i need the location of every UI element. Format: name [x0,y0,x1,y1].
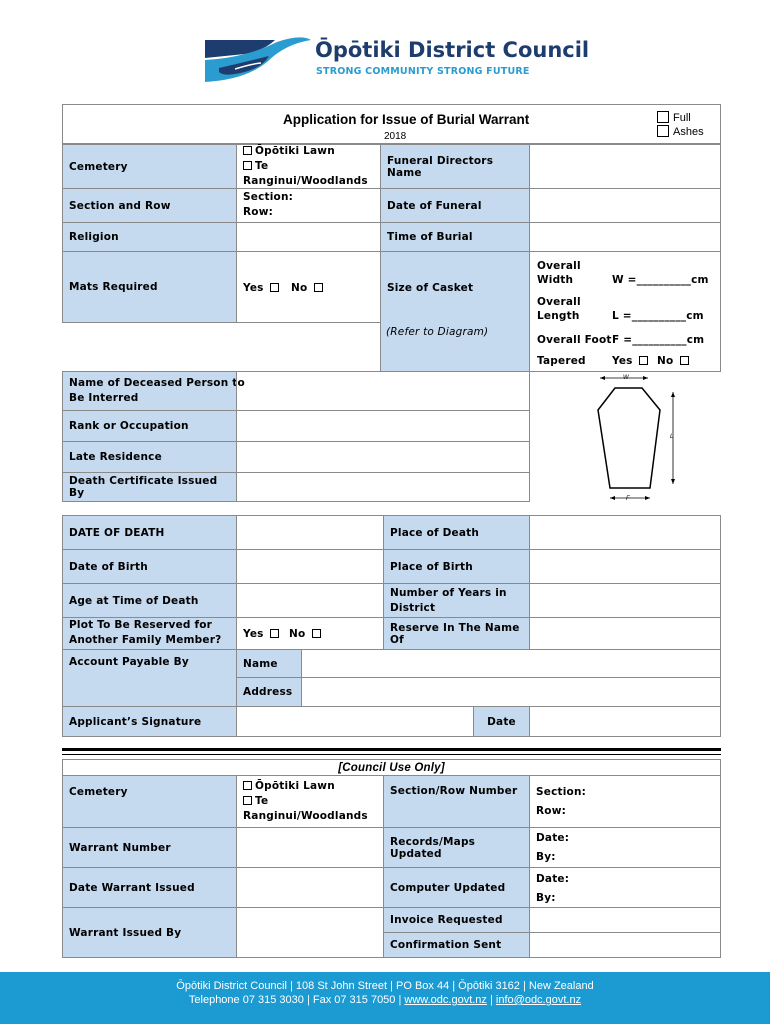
overall-length-b: Length [537,310,580,322]
separator-thin [62,754,721,755]
place-death-label: Place of Death [383,515,530,550]
section-text: Section: [243,191,294,203]
address-label: Address [236,677,302,707]
years-district-a: Number of Years in [390,587,507,599]
signature-label: Applicant’s Signature [62,706,237,737]
time-burial-label: Time of Burial [380,222,530,252]
date-issued-label: Date Warrant Issued [62,867,237,908]
council-opt2-text: Te [255,795,269,807]
overall-width-b: Width [537,274,574,286]
deceased-field[interactable] [236,371,530,411]
reserve-name-label: Reserve In The Name Of [383,617,530,650]
footer-contact [0,993,770,1007]
place-birth-label: Place of Birth [383,549,530,584]
form-title: Application for Issue of Burial Warrant [283,112,530,127]
diagram-w-label: W [623,375,629,381]
overall-foot: Overall Foot [537,334,612,346]
footer [0,972,770,1024]
plot-label-b: Another Family Member? [69,634,222,646]
plot-label-a: Plot To Be Reserved for [69,619,213,631]
account-label: Account Payable By [62,649,237,707]
religion-field[interactable] [236,222,381,252]
computer-by-text: By: [536,892,556,904]
council-section-text: Section: [536,786,587,798]
tapered-no-label: No [657,355,674,367]
footer-email-link[interactable]: info@odc.govt.nz [495,994,582,1006]
deceased-label-a: Name of Deceased Person to [69,377,245,389]
width-field[interactable]: W =__________cm [612,274,709,286]
checkbox-tapered-no[interactable] [680,356,689,365]
cemetery-opt1-text: Ōpōtiki Lawn [255,145,335,157]
funeral-directors-label: Funeral Directors Name [380,144,530,189]
dob-label: Date of Birth [62,549,237,584]
date-funeral-label: Date of Funeral [380,188,530,223]
checkbox-te[interactable] [243,161,252,170]
checkbox-plot-yes[interactable] [270,629,279,638]
death-cert-label: Death Certificate Issued By [62,472,237,502]
age-label: Age at Time of Death [62,583,237,618]
casket-label: Size of Casket [387,282,474,294]
section-row-number-label: Section/Row Number [383,775,530,828]
length-field[interactable]: L =__________cm [612,310,704,322]
cemetery-label: Cemetery [62,144,237,189]
council-opt1-text: Ōpōtiki Lawn [255,780,335,792]
records-date-text: Date: [536,832,570,844]
cemetery-option-te[interactable] [243,159,268,174]
date-death-label: DATE OF DEATH [62,515,237,550]
age-field[interactable] [236,583,384,618]
plot-no-label: No [289,628,306,640]
casket-diagram [580,372,690,504]
council-cemetery-te-b: Ranginui/Woodlands [243,810,368,822]
account-name-field[interactable] [301,649,721,678]
checkbox-ashes[interactable] [657,125,669,137]
reserve-name-field[interactable] [529,617,721,650]
years-district-b: District [390,602,436,614]
overall-length-a: Overall [537,296,581,308]
footer-separator: | [486,994,496,1006]
option-ashes-label: Ashes [673,126,704,138]
council-logo [205,36,590,84]
rank-field[interactable] [236,410,530,442]
blank-spacer [62,322,381,372]
dob-field[interactable] [236,549,384,584]
mats-yes-label: Yes [243,282,264,294]
date-funeral-field[interactable] [529,188,721,223]
warrant-number-label: Warrant Number [62,827,237,868]
tapered-yes-label: Yes [612,355,633,367]
foot-field[interactable]: F =__________cm [612,334,705,346]
name-label: Name [236,649,302,678]
checkbox-mats-yes[interactable] [270,283,279,292]
checkbox-lawn[interactable] [243,146,252,155]
tapered-yes[interactable] [612,355,651,367]
org-tagline: STRONG COMMUNITY STRONG FUTURE [316,66,530,77]
records-by-text: By: [536,851,556,863]
deceased-label-b: Be Interred [69,392,139,404]
cemetery-option-lawn[interactable] [243,144,335,159]
place-birth-field[interactable] [529,549,721,584]
mats-no[interactable] [291,282,326,294]
place-death-field[interactable] [529,515,721,550]
signature-field[interactable] [236,706,474,737]
casket-label-cell [380,251,530,372]
checkbox-council-lawn[interactable] [243,781,252,790]
option-ashes[interactable] [657,125,704,138]
account-address-field[interactable] [301,677,721,707]
issued-by-field[interactable] [236,907,384,958]
warrant-number-field[interactable] [236,827,384,868]
footer-website-link[interactable]: www.odc.govt.nz [404,994,487,1006]
records-label: Records/Maps Updated [383,827,530,868]
footer-phone: Telephone 07 315 3030 | Fax 07 315 7050 | [188,994,405,1006]
plot-no[interactable] [289,628,324,640]
council-use-heading: [Council Use Only] [62,759,721,776]
refer-diagram: (Refer to Diagram) [386,326,489,338]
checkbox-council-te[interactable] [243,796,252,805]
council-cemetery-te[interactable] [243,794,268,809]
invoice-label: Invoice Requested [383,907,530,933]
diagram-f-label: F [626,496,630,502]
date-issued-field[interactable] [236,867,384,908]
checkbox-tapered-yes[interactable] [639,356,648,365]
footer-address: Ōpōtiki District Council | 108 St John Street | PO Box 44 | Ōpōtiki 3162 | New Zealand [176,980,594,992]
row-text: Row: [243,206,273,218]
date-death-field[interactable] [236,515,384,550]
rank-label: Rank or Occupation [62,410,237,442]
council-row-text: Row: [536,805,566,817]
plot-yes-label: Yes [243,628,264,640]
section-row-label: Section and Row [62,188,237,223]
issued-by-label: Warrant Issued By [62,907,237,958]
org-name: Ōpōtiki District Council [315,38,590,62]
years-district-field[interactable] [529,583,721,618]
tapered-no[interactable] [657,355,692,367]
plot-yes[interactable] [243,628,282,640]
council-cemetery-lawn[interactable] [243,779,335,794]
religion-label: Religion [62,222,237,252]
cemetery-opt2-text: Te [255,160,269,172]
residence-field[interactable] [236,441,530,473]
checkbox-full[interactable] [657,111,669,123]
logo-wave-icon [205,36,313,84]
form-year: 2018 [384,131,407,142]
separator-thick [62,748,721,751]
section-row-number-field[interactable] [529,775,721,828]
option-full-label: Full [673,112,691,124]
mats-no-label: No [291,282,308,294]
tapered-label: Tapered [537,355,586,367]
overall-width-a: Overall [537,260,581,272]
confirmation-label: Confirmation Sent [383,932,530,958]
death-cert-field[interactable] [236,472,530,502]
invoice-field[interactable] [529,907,721,933]
council-cemetery-label: Cemetery [62,775,237,828]
checkbox-plot-no[interactable] [312,629,321,638]
date-label: Date [473,706,530,737]
residence-label: Late Residence [62,441,237,473]
option-full[interactable] [657,111,691,124]
diagram-l-label: L [670,434,674,440]
time-burial-field[interactable] [529,222,721,252]
mats-yes[interactable] [243,282,282,294]
cemetery-option-te-b: Ranginui/Woodlands [243,175,368,187]
computer-label: Computer Updated [383,867,530,908]
signature-date-field[interactable] [529,706,721,737]
funeral-directors-field[interactable] [529,144,721,189]
mats-label: Mats Required [62,251,237,323]
checkbox-mats-no[interactable] [314,283,323,292]
confirmation-field[interactable] [529,932,721,958]
computer-date-text: Date: [536,873,570,885]
